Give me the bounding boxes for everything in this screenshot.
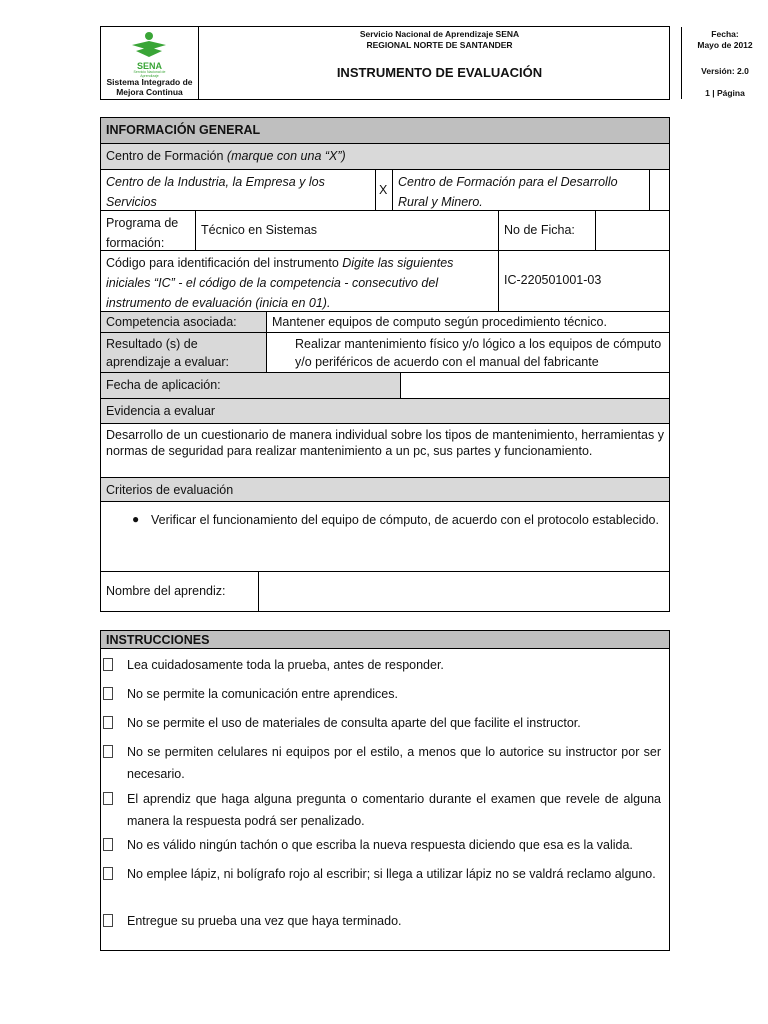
instructions-title-row [101,631,669,649]
evidencia-value-row [101,424,669,478]
centro-hint: (marque con una “X”) [226,149,346,163]
general-title-row [101,118,669,144]
meta-cell [681,27,768,99]
bullet-box-icon [103,687,113,700]
fecha-aplicacion-row [101,373,669,399]
evidencia-value: Desarrollo de un cuestionario de manera individual sobre los tipos de mantenimiento, herramientas y normas de seguridad para realizar mantenimiento a un pc, sus partes y funcionamiento. [106,428,664,458]
centro-mark[interactable]: X [376,170,393,210]
centro-option-2-mark[interactable] [650,170,669,210]
system-line-2: Mejora Continua [116,87,183,97]
codigo-value[interactable]: IC-220501001-03 [504,273,602,287]
criterio-bullet-icon: ● [132,512,140,526]
bullet-box-icon [103,914,113,927]
logo-subtext: Servicio Nacional de Aprendizaje [133,70,166,78]
bullet-box-icon [103,838,113,851]
instructions-title: INSTRUCCIONES [106,633,210,647]
evidencia-row [101,399,669,424]
bullet-box-icon [103,716,113,729]
instruction-item: No emplee lápiz, ni bolígrafo rojo al escribir; si llega a utilizar lápiz no se valdrá reclamo alguno. [127,863,661,885]
instruction-item: No se permite el uso de materiales de consulta aparte del que facilite el instructor. [127,712,661,734]
instruction-item: Lea cuidadosamente toda la prueba, antes de responder. [127,654,661,676]
competencia-row [101,312,669,333]
codigo-hint: Digite las siguientes iniciales “IC” - el código de la competencia - consecutivo del instrumento de evaluación (inicia en 01). [106,256,454,310]
instruction-item: No se permiten celulares ni equipos por el estilo, a menos que lo autorice su instructor por ser necesario. [127,741,661,785]
org-line-2: REGIONAL NORTE DE SANTANDER [366,40,513,50]
logo-cell [101,27,199,99]
codigo-row [101,251,669,312]
bullet-box-icon [103,867,113,880]
system-line-1: Sistema Integrado de [106,77,193,87]
bullet-box-icon [103,658,113,671]
doc-title: INSTRUMENTO DE EVALUACIÓN [336,65,543,80]
centro-label: Centro de Formación [106,149,224,163]
resultado-row [101,333,669,373]
general-info-section [100,117,670,612]
bullet-box-icon [103,745,113,758]
programa-label: Programa de formación: [101,211,196,250]
instruction-item: No se permite la comunicación entre aprendices. [127,683,661,705]
criterio-item: Verificar el funcionamiento del equipo de cómputo, de acuerdo con el protocolo establecido. [151,513,659,527]
resultado-value[interactable]: Realizar mantenimiento físico y/o lógico a los equipos de cómputo y/o periféricos de acuerdo con el manual del fabricante [267,333,669,372]
instructions-section [100,630,670,951]
programa-row [101,211,669,251]
instruction-item: Entregue su prueba una vez que haya terminado. [127,910,661,932]
pagina-text: 1 | Página [705,88,745,98]
codigo-label: Código para identificación del instrumento [106,256,339,270]
fecha-aplicacion-value[interactable] [401,373,669,398]
bullet-box-icon [103,792,113,805]
instruction-item: El aprendiz que haga alguna pregunta o comentario durante el examen que revele de alguna manera la respuesta podrá ser penalizado. [127,788,661,832]
criterios-list-row [101,502,669,572]
sena-logo-icon [126,31,172,61]
aprendiz-row [101,572,669,611]
instruction-item: No es válido ningún tachón o que escriba la nueva respuesta diciendo que esa es la valida. [127,834,661,856]
ficha-label: No de Ficha: [499,211,596,250]
criterios-row [101,478,669,502]
logo-text: SENA [136,61,162,71]
competencia-value[interactable]: Mantener equipos de computo según procedimiento técnico. [267,312,669,332]
version-text: Versión: 2.0 [701,66,749,76]
centro-option-1[interactable]: Centro de la Industria, la Empresa y los Servicios [101,170,376,210]
org-line-1: Servicio Nacional de Aprendizaje SENA [359,29,520,39]
criterios-label: Criterios de evaluación [106,483,234,497]
aprendiz-label: Nombre del aprendiz: [101,572,259,611]
ficha-value[interactable] [596,211,669,250]
centro-options-row [101,170,669,211]
evidencia-label: Evidencia a evaluar [106,404,216,418]
centro-option-2[interactable]: Centro de Formación para el Desarrollo Rural y Minero. [393,170,650,210]
programa-value[interactable]: Técnico en Sistemas [196,211,499,250]
title-cell [198,27,682,99]
competencia-label: Competencia asociada: [101,312,267,332]
aprendiz-field[interactable] [259,572,669,611]
fecha-aplicacion-label: Fecha de aplicación: [101,373,401,398]
fecha-value: Mayo de 2012 [697,40,753,50]
fecha-label: Fecha: [711,29,739,39]
general-title: INFORMACIÓN GENERAL [106,123,261,137]
resultado-label: Resultado (s) de aprendizaje a evaluar: [101,333,267,372]
document-header [100,26,753,100]
centro-row [101,144,669,170]
